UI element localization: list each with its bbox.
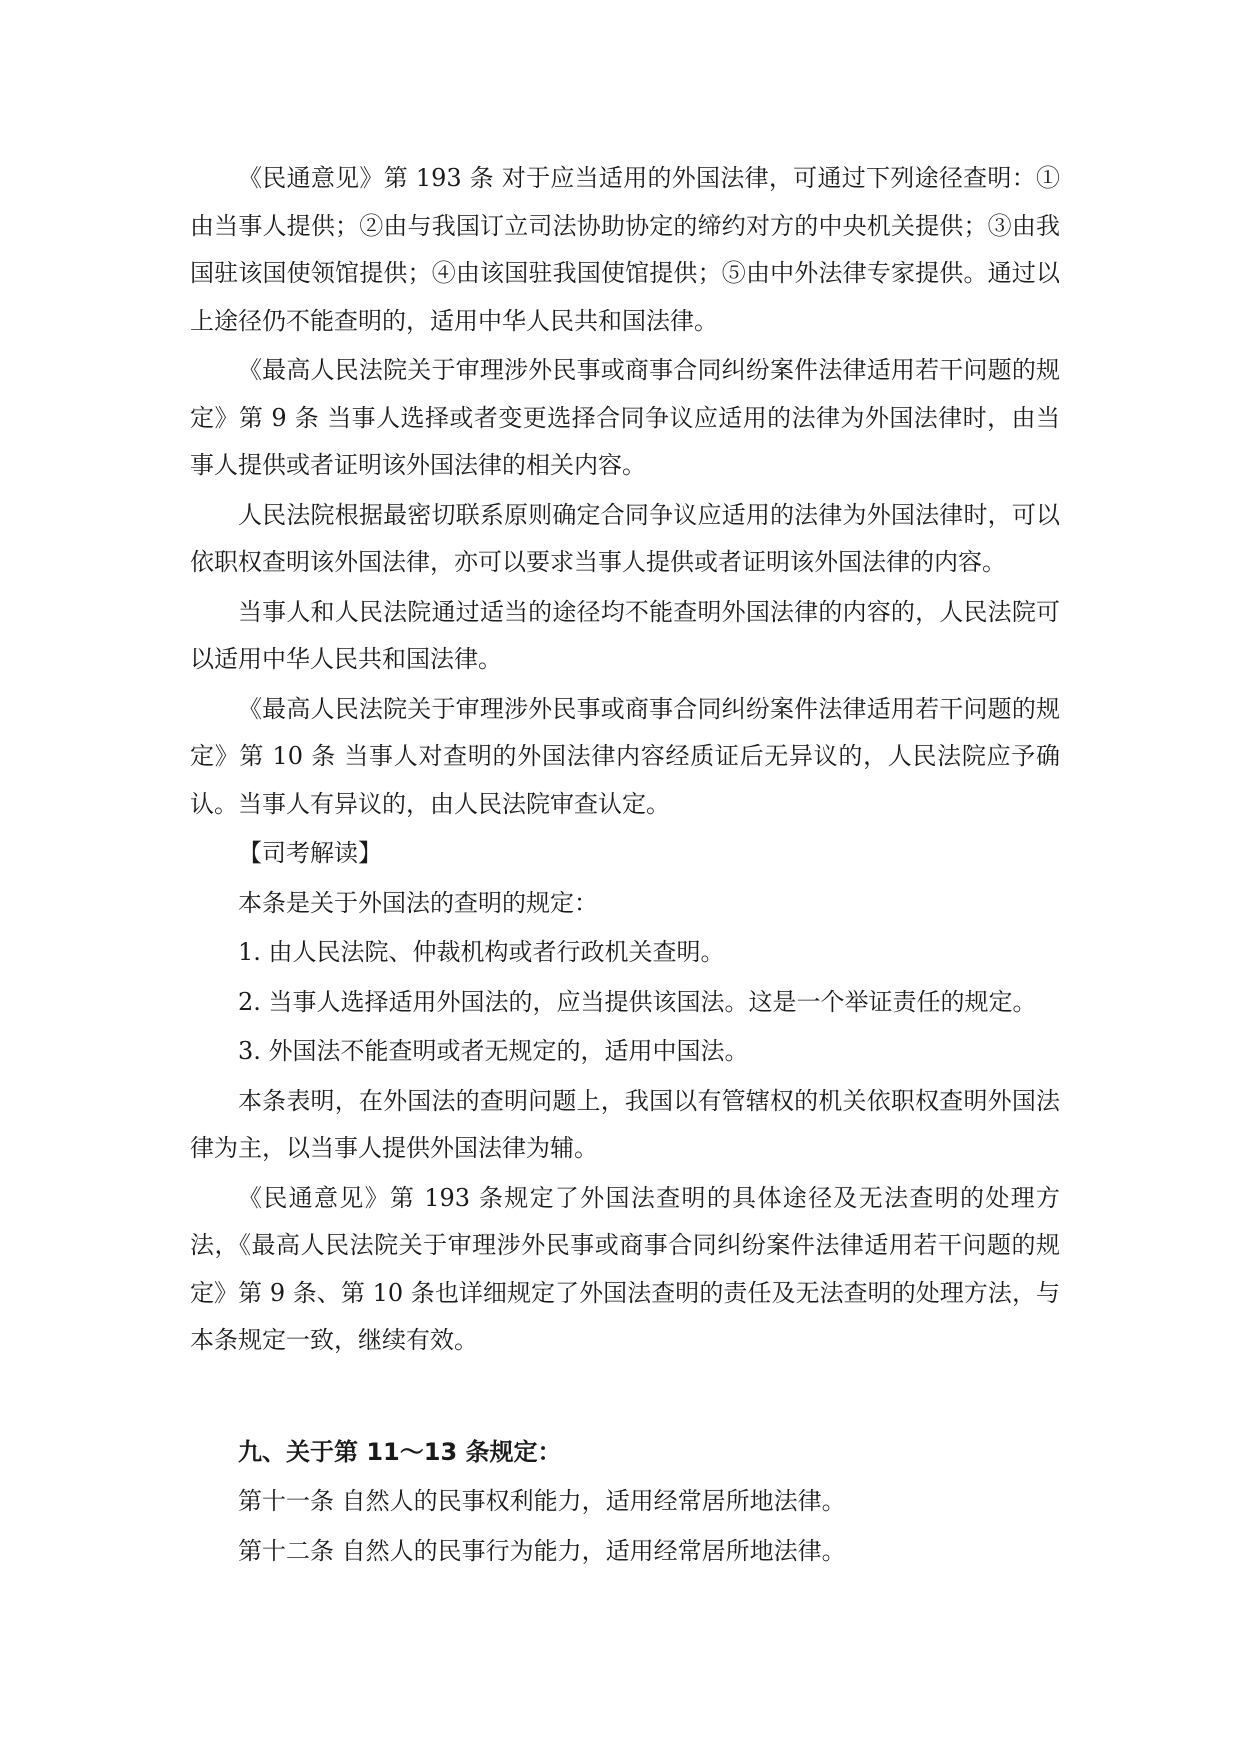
paragraph-article-11: 第十一条 自然人的民事权利能力，适用经常居所地法律。 [238,1487,846,1515]
list-item-2: 2. 当事人选择适用外国法的，应当提供该国法。这是一个举证责任的规定。 [238,987,1037,1016]
section-spacer [190,1367,1060,1429]
paragraph-spc-rule-article-9: 《最高人民法院关于审理涉外民事或商事合同纠纷案件法律适用若干问题的规定》第 9 条 当事人选择或者变更选择合同争议应适用的法律为外国法律时，由当事人提供或者证明该外国法律的相关内容。 [190,356,1060,479]
list-item-3: 3. 外国法不能查明或者无规定的，适用中国法。 [238,1037,749,1065]
paragraph-minton-opinion-193: 《民通意见》第 193 条 对于应当适用的外国法律，可通过下列途径查明：①由当事人提供；②由与我国订立司法协助协定的缔约对方的中央机关提供；③由我国驻该国使领馆提供；④由该国驻我国使馆提供；⑤由中外法律专家提供。通过以上途径仍不能查明的，适用中华人民共和国法律。 [190,164,1060,335]
paragraph-spc-rule-article-10: 《最高人民法院关于审理涉外民事或商事合同纠纷案件法律适用若干问题的规定》第 10 条 当事人对查明的外国法律内容经质证后无异议的，人民法院应予确认。当事人有异议的，由人民法院审查认定。 [190,694,1060,818]
paragraph-article-intro: 本条是关于外国法的查明的规定： [238,888,598,917]
paragraph-still-valid: 《民通意见》第 193 条规定了外国法查明的具体途径及无法查明的处理方法，《最高人民法院关于审理涉外民事或商事合同纠纷案件法律适用若干问题的规定》第 9 条、第 10 条也详细规定了外国法查明的责任及无法查明的处理方法，与本条规定一致，继续有效。 [190,1183,1060,1354]
paragraph-exam-interpretation-label: 【司考解读】 [238,839,382,867]
paragraph-article-12: 第十二条 自然人的民事行为能力，适用经常居所地法律。 [238,1536,846,1565]
list-item-1: 1. 由人民法院、仲裁机构或者行政机关查明。 [238,938,725,966]
document-page [190,155,1060,1577]
paragraph-court-ex-officio: 人民法院根据最密切联系原则确定合同争议应适用的法律为外国法律时，可以依职权查明该外国法律，亦可以要求当事人提供或者证明该外国法律的内容。 [190,500,1060,576]
paragraph-cannot-ascertain: 当事人和人民法院通过适当的途径均不能查明外国法律的内容的，人民法院可以适用中华人民共和国法律。 [190,597,1060,673]
paragraph-article-shows: 本条表明，在外国法的查明问题上，我国以有管辖权的机关依职权查明外国法律为主，以当事人提供外国法律为辅。 [190,1086,1060,1162]
section-heading: 九、关于第 11～13 条规定： [238,1437,562,1466]
